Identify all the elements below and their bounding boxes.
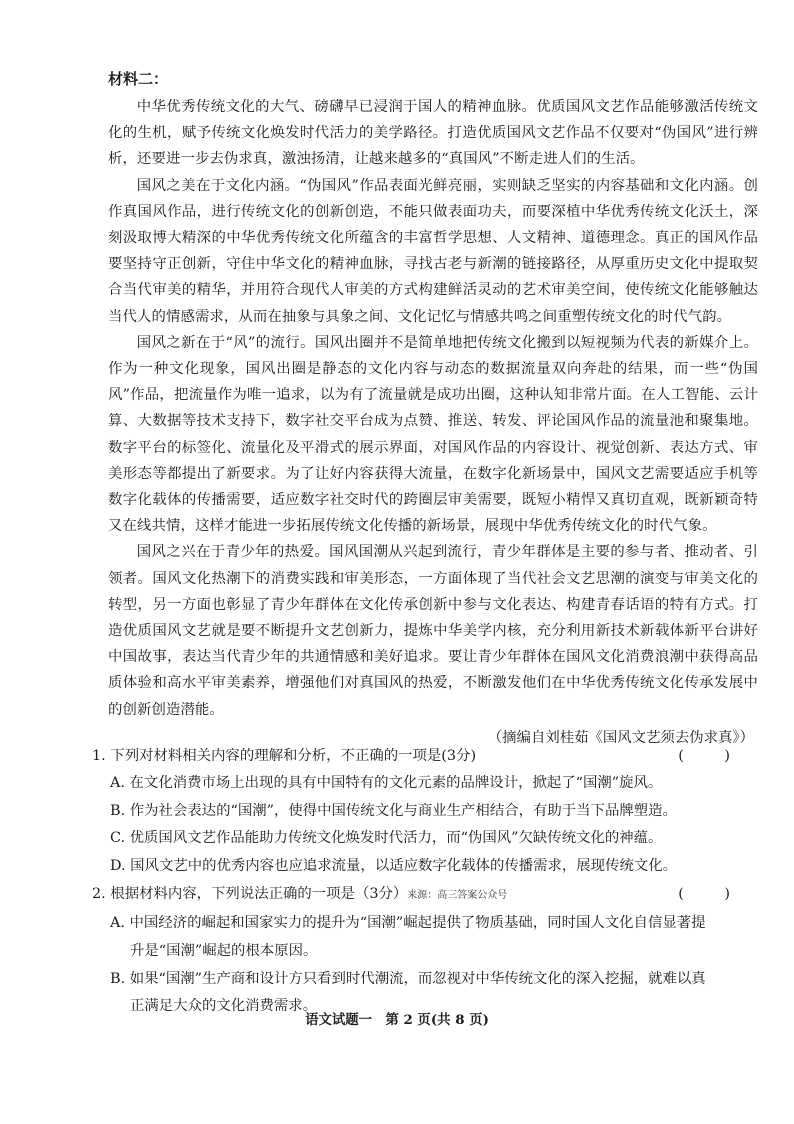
question-2-text: 2. 根据材料内容，下列说法正确的一项是（3分） bbox=[92, 886, 408, 903]
question-2-option-a-continued: 升是“国潮”崛起的根本原因。 bbox=[130, 942, 318, 959]
question-1-stem bbox=[92, 742, 762, 770]
question-2-option-b-continued: 正满足大众的文化消费需求。 bbox=[130, 998, 318, 1015]
material-paragraph-2: 国风之美在于文化内涵。“伪国风”作品表面光鲜亮丽，实则缺乏坚实的内容基础和文化内涵。创作真国风作品，进行传统文化的创新创造，不能只做表面功夫，而要深植中华优秀传统文化沃土，深刻汲取博大精深的中华优秀传统文化所蕴含的丰富哲学思想、人文精神、道德理念。真正的国风作品要坚持守正创新，守住中华文化的精神血脉，寻找古老与新潮的链接路径，从厚重历史文化中提取契合当代审美的精华，并用符合现代人审美的方式构建鲜活灵动的艺术审美空间，使传统文化能够触达当代人的情感需求，从而在抽象与具象之间、文化记忆与情感共鸣之间重塑传统文化的时代气韵。 bbox=[108, 177, 758, 325]
material-source: （摘编自刘桂茹《国风文艺须去伪求真》） bbox=[487, 729, 754, 746]
question-2-answer-bracket: ( ) bbox=[678, 886, 748, 903]
question-2-option-b: B. 如果“国潮”生产商和设计方只看到时代潮流，而忽视对中华传统文化的深入挖掘，就难以真 bbox=[110, 970, 706, 987]
question-2-stem bbox=[92, 880, 762, 910]
question-1 bbox=[92, 742, 762, 880]
material-paragraph-4: 国风之兴在于青少年的热爱。国风国潮从兴起到流行，青少年群体是主要的参与者、推动者、引领者。国风文化热潮下的消费实践和审美形态，一方面体现了当代社会文艺思潮的演变与审美文化的转型，另一方面也彰显了青少年群体在文化传承创新中参与文化表达、构建青春话语的特有方式。打造优质国风文艺就是要不断提升文艺创新力，提炼中华美学内核，充分利用新技术新载体新平台讲好中国故事，表达当代青少年的共通情感和美好追求。要让青少年群体在国风文化消费浪潮中获得高品质体验和高水平审美素养，增强他们对真国风的热爱，不断激发他们在中华优秀传统文化传承发展中的创新创造潜能。 bbox=[108, 544, 758, 718]
material-two bbox=[108, 64, 758, 753]
question-section bbox=[92, 742, 762, 1021]
material-paragraph-1: 中华优秀传统文化的大气、磅礴早已浸润于国人的精神血脉。优质国风文艺作品能够激活传统文化的生机，赋予传统文化焕发时代活力的美学路径。打造优质国风文艺作品不仅要对“伪国风”进行辨析，还要进一步去伪求真，激浊扬清，让越来越多的“真国风”不断走进人们的生活。 bbox=[108, 99, 758, 168]
question-1-text: 1. 下列对材料相关内容的理解和分析，不正确的一项是(3分) bbox=[92, 748, 477, 764]
question-2 bbox=[92, 880, 762, 1020]
question-1-option-d: D. 国风文艺中的优秀内容也应追求流量，以适应数字化载体的传播需求，展现传统文化。 bbox=[110, 857, 678, 874]
question-1-option-c: C. 优质国风文艺作品能助力传统文化焕发时代活力，而“伪国风”欠缺传统文化的神蕴。 bbox=[110, 830, 663, 847]
material-heading: 材料二： bbox=[108, 70, 169, 88]
question-1-answer-bracket: ( ) bbox=[678, 748, 748, 764]
source-watermark: 来源：高三答案公众号 bbox=[407, 890, 508, 902]
material-paragraph-3: 国风之新在于“风”的流行。国风出圈并不是简单地把传统文化搬到以短视频为代表的新媒介上。作为一种文化现象，国风出圈是静态的文化内容与动态的数据流量双向奔赴的结果，而一些“伪国风”作品，把流量作为唯一追求，以为有了流量就是成功出圈，这种认知非常片面。在人工智能、云计算、大数据等技术支持下，数字社交平台成为点赞、推送、转发、评论国风作品的流量池和聚集地。数字平台的标签化、流量化及平滑式的展示界面，对国风作品的内容设计、视觉创新、表达方式、审美形态等都提出了新要求。为了让好内容获得大流量，在数字化新场景中，国风文艺需要适应手机等数字化载体的传播需要，适应数字社交时代的跨圈层审美需要，既短小精悍又真切直观，既新颖奇特又在线共情，这样才能进一步拓展传统文化传播的新场景，展现中华优秀传统文化的时代气象。 bbox=[108, 334, 758, 535]
question-1-option-a: A. 在文化消费市场上出现的具有中国特有的文化元素的品牌设计，掀起了“国潮”旋风。 bbox=[110, 775, 663, 791]
question-2-option-a: A. 中国经济的崛起和国家实力的提升为“国潮”崛起提供了物质基础，同时国人文化自信显著提 bbox=[110, 915, 706, 932]
question-1-option-b: B. 作为社会表达的“国潮”，使得中国传统文化与商业生产相结合，有助于当下品牌塑造。 bbox=[110, 802, 677, 819]
page-footer: 语文试题一 第 2 页(共 8 页) bbox=[305, 1012, 489, 1028]
